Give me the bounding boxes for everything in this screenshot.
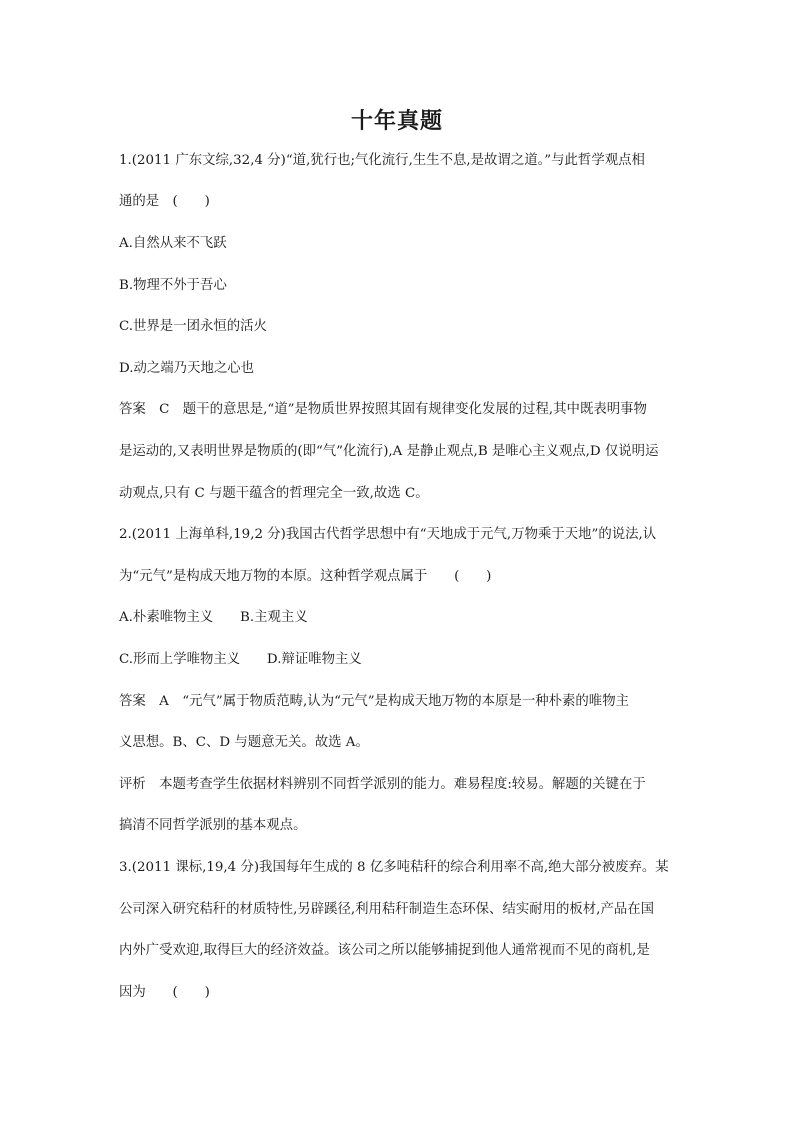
question-1-stem-line-2: 通的是 ( ) [119,194,210,209]
question-3-stem-line-4: 因为 ( ) [119,985,210,1000]
question-2-review-line-1: 评析 本题考查学生依据材料辨别不同哲学派别的能力。难易程度:较易。解题的关键在于 [119,777,646,792]
page-title: 十年真题 [350,109,443,134]
question-1-option-a: A.自然从来不飞跃 [119,236,227,251]
question-2-options-ab: A.朴素唯物主义 B.主观主义 [119,610,308,625]
question-3-stem-line-2: 公司深入研究秸秆的材质特性,另辟蹊径,利用秸秆制造生态环保、结实耐用的板材,产品在国 [119,902,655,917]
question-3-stem-line-3: 内外广受欢迎,取得巨大的经济效益。该公司之所以能够捕捉到他人通常视而不见的商机,是 [119,943,650,958]
question-2-options-cd: C.形而上学唯物主义 D.辩证唯物主义 [119,652,362,667]
question-2-stem-line-1: 2.(2011 上海单科,19,2 分)我国古代哲学思想中有“天地成于元气,万物乘于天地”的说法,认 [119,527,657,542]
question-2-answer-line-1: 答案 A “元气”属于物质范畴,认为“元气”是构成天地万物的本原是一种朴素的唯物主 [119,694,629,709]
question-2-answer-line-2: 义思想。B、C、D 与题意无关。故选 A。 [119,735,369,750]
question-1-option-d: D.动之端乃天地之心也 [119,361,255,376]
question-3-stem-line-1: 3.(2011 课标,19,4 分)我国每年生成的 8 亿多吨秸秆的综合利用率不高,绝大部分被废弃。某 [119,860,669,875]
question-1-option-c: C.世界是一团永恒的活火 [119,319,267,334]
question-1-answer-line-2: 是运动的,又表明世界是物质的(即“气”化流行),A 是静止观点,B 是唯心主义观点,D 仅说明运 [119,444,659,459]
question-2-review-line-2: 搞清不同哲学派别的基本观点。 [119,818,307,833]
question-1-stem-line-1: 1.(2011 广东文综,32,4 分)“道,犹行也;气化流行,生生不息,是故谓之道。”与此哲学观点相 [119,153,645,168]
question-1-answer-line-1: 答案 C 题干的意思是,“道”是物质世界按照其固有规律变化发展的过程,其中既表明事物 [119,402,647,417]
question-1-answer-line-3: 动观点,只有 C 与题干蕴含的哲理完全一致,故选 C。 [119,486,429,501]
question-2-stem-line-2: 为“元气”是构成天地万物的本原。这种哲学观点属于 ( ) [119,569,492,584]
question-1-option-b: B.物理不外于吾心 [119,278,227,293]
